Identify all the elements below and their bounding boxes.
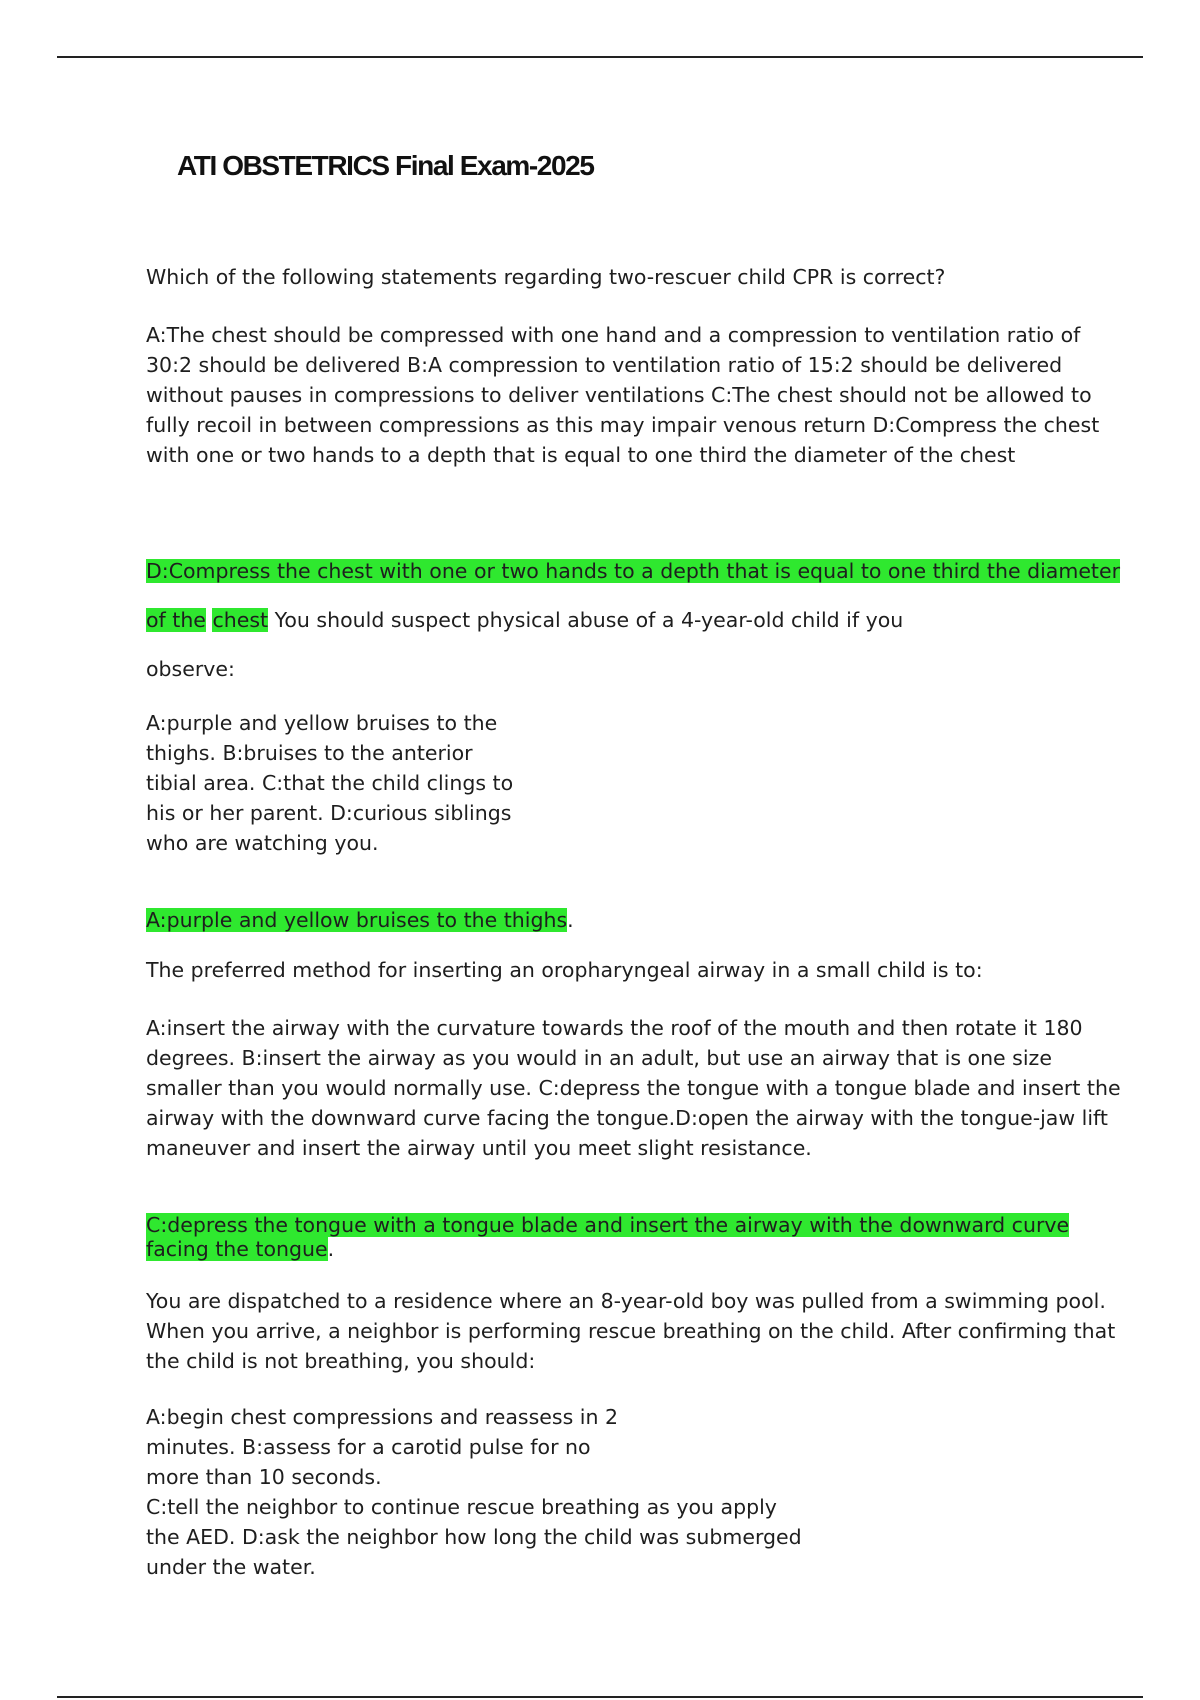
question-4: You are dispatched to a residence where an 8-year-old boy was pulled from a swimming pool. When you arrive, a neighbor is performing rescue breathing on the child. After confirming that the child is not breathing, you should:: [146, 1289, 1116, 1373]
top-rule: [57, 56, 1143, 58]
question-4-options-ab: A:begin chest compressions and reassess in 2 minutes. B:assess for a carotid pulse for no more than 10 seconds.: [146, 1405, 619, 1489]
question-2-text: observe:: [146, 657, 235, 681]
question-2-answer: A:purple and yellow bruises to the thighs.: [146, 908, 574, 932]
question-3-options: A:insert the airway with the curvature towards the roof of the mouth and then rotate it 180 degrees. B:insert the airway as you would in an adult, but use an airway that is one size smaller than you would normally use. C:depress the tongue with a tongue blade and insert the airway with the downward curve facing the tongue.D:open the airway with the tongue-jaw lift maneuver and insert the airway until you meet slight resistance.: [146, 1016, 1121, 1160]
question-3-answer: C:depress the tongue with a tongue blade and insert the airway with the downward curve facing the tongue.: [146, 1213, 1070, 1261]
question-2-options: A:purple and yellow bruises to the thighs. B:bruises to the anterior tibial area. C:that the child clings to his or her parent. D:curious siblings who are watching you.: [146, 711, 514, 855]
answer-highlight: C:depress the tongue with a tongue blade and insert the airway with the downward curve facing the tongue: [146, 1213, 1070, 1261]
bottom-rule: [57, 1696, 1143, 1698]
question-4-options: [146, 1402, 806, 1582]
answer-highlight: chest: [212, 608, 269, 632]
question-4-options-cd: C:tell the neighbor to continue rescue breathing as you apply the AED. D:ask the neighbor how long the child was submerged under the water.: [146, 1495, 802, 1579]
answer-highlight: D:Compress the chest with one or two hands to a depth that is equal to one third the diameter of the: [146, 559, 1121, 632]
question-3: The preferred method for inserting an oropharyngeal airway in a small child is to:: [146, 958, 983, 982]
question-2-text: You should suspect physical abuse of a 4-year-old child if you: [268, 608, 904, 632]
question-1-options: A:The chest should be compressed with one hand and a compression to ventilation ratio of 30:2 should be delivered B:A compression to ventilation ratio of 15:2 should be delivered without pauses in compressions to deliver ventilations C:The chest should not be allowed to fully recoil in between compressions as this may impair venous return D:Compress the chest with one or two hands to a depth that is equal to one third the diameter of the chest: [146, 323, 1100, 467]
answer-highlight: A:purple and yellow bruises to the thighs: [146, 908, 568, 932]
document-title: ATI OBSTETRICS Final Exam-2025: [177, 150, 594, 181]
question-1-answer-and-question-2: [146, 547, 1126, 694]
question-1: Which of the following statements regarding two-rescuer child CPR is correct?: [146, 265, 946, 289]
